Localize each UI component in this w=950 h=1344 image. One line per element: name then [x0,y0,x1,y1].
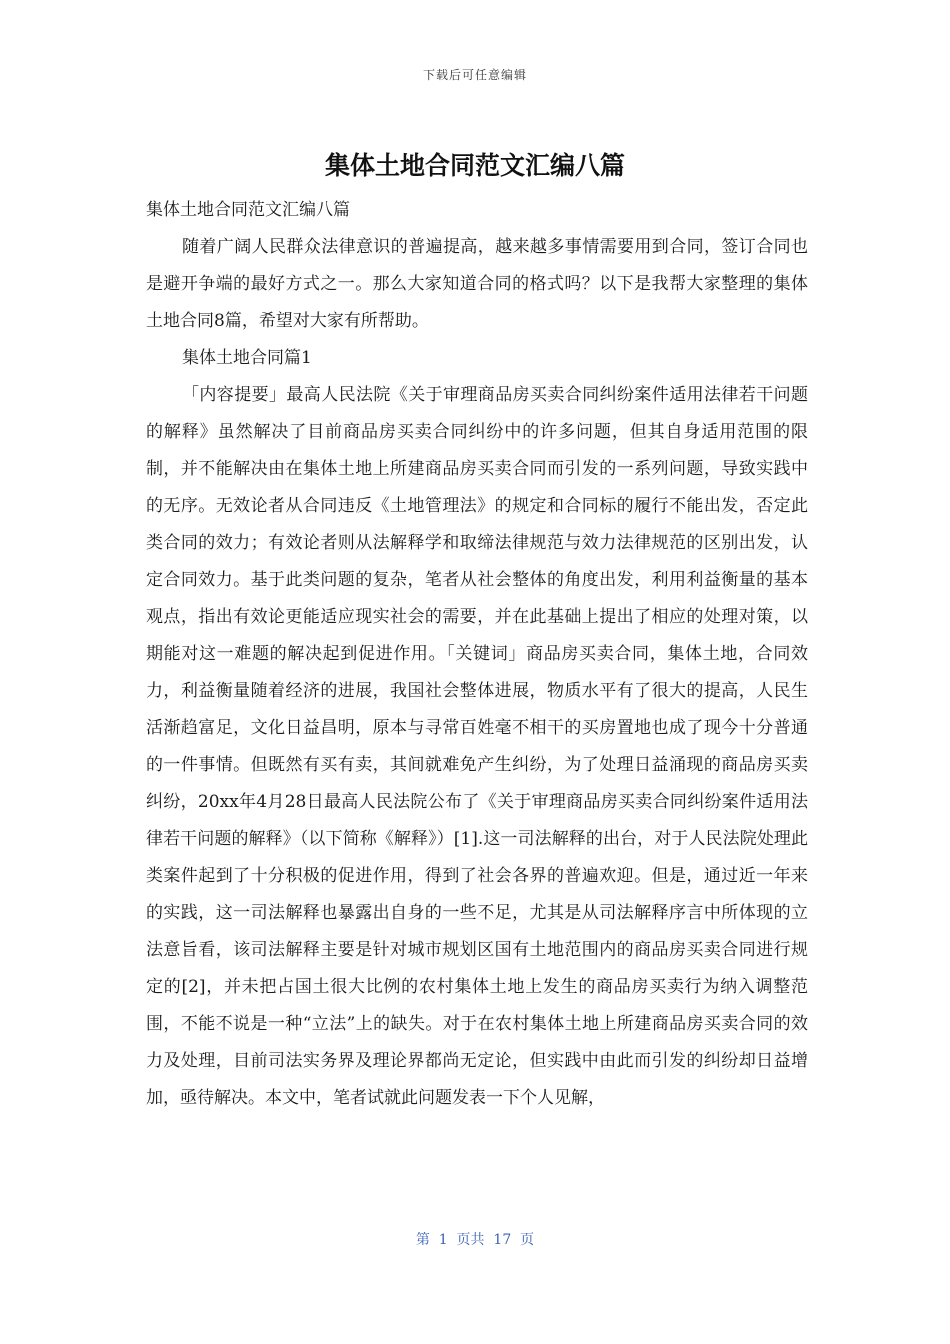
header-note: 下载后可任意编辑 [422,68,527,82]
body-paragraph: 「内容提要」最高人民法院《关于审理商品房买卖合同纠纷案件适用法律若干问题的解释》虽然解决了目前商品房买卖合同纠纷中的许多问题，但其自身适用范围的限制，并不能解决由在集体土地上所建商品房买卖合同而引发的一系列问题，导致实践中的无序。无效论者从合同违反《土地管理法》的规定和合同标的履行不能出发，否定此类合同的效力；有效论者则从法解释学和取缔法律规范与效力法律规范的区别出发，认定合同效力。基于此类问题的复杂，笔者从社会整体的角度出发，利用利益衡量的基本观点，指出有效论更能适应现实社会的需要，并在此基础上提出了相应的处理对策，以期能对这一难题的解决起到促进作用。「关键词」商品房买卖合同，集体土地，合同效力，利益衡量随着经济的进展，我国社会整体进展，物质水平有了很大的提高，人民生活渐趋富足，文化日益昌明，原本与寻常百姓毫不相干的买房置地也成了现今十分普通的一件事情。但既然有买有卖，其间就难免产生纠纷，为了处理日益涌现的商品房买卖纠纷，20xx年4月28日最高人民法院公布了《关于审理商品房买卖合同纠纷案件适用法律若干问题的解释》（以下简称《解释》）[1].这一司法解释的出台，对于人民法院处理此类案件起到了十分积极的促进作用，得到了社会各界的普遍欢迎。但是，通过近一年来的实践，这一司法解释也暴露出自身的一些不足，尤其是从司法解释序言中所体现的立法意旨看，该司法解释主要是针对城市规划区国有土地范围内的商品房买卖合同进行规定的[2]，并未把占国土很大比例的农村集体土地上发生的商品房买卖行为纳入调整范围，不能不说是一种“立法”上的缺失。对于在农村集体土地上所建商品房买卖合同的效力及处理，目前司法实务界及理论界都尚无定论，但实践中由此而引发的纠纷却日益增加，亟待解决。本文中，笔者试就此问题发表一下个人见解， [146,385,808,1108]
section-heading: 集体土地合同篇1 [182,348,312,368]
document-title: 集体土地合同范文汇编八篇 [324,151,625,180]
document-body [146,192,808,1117]
subtitle-paragraph: 集体土地合同范文汇编八篇 [146,200,350,220]
intro-paragraph: 随着广阔人民群众法律意识的普遍提高，越来越多事情需要用到合同，签订合同也是避开争端的最好方式之一。那么大家知道合同的格式吗？以下是我帮大家整理的集体土地合同8篇，希望对大家有所帮助。 [146,237,808,331]
page-number-footer: 第 1 页共 17 页 [415,1232,535,1248]
